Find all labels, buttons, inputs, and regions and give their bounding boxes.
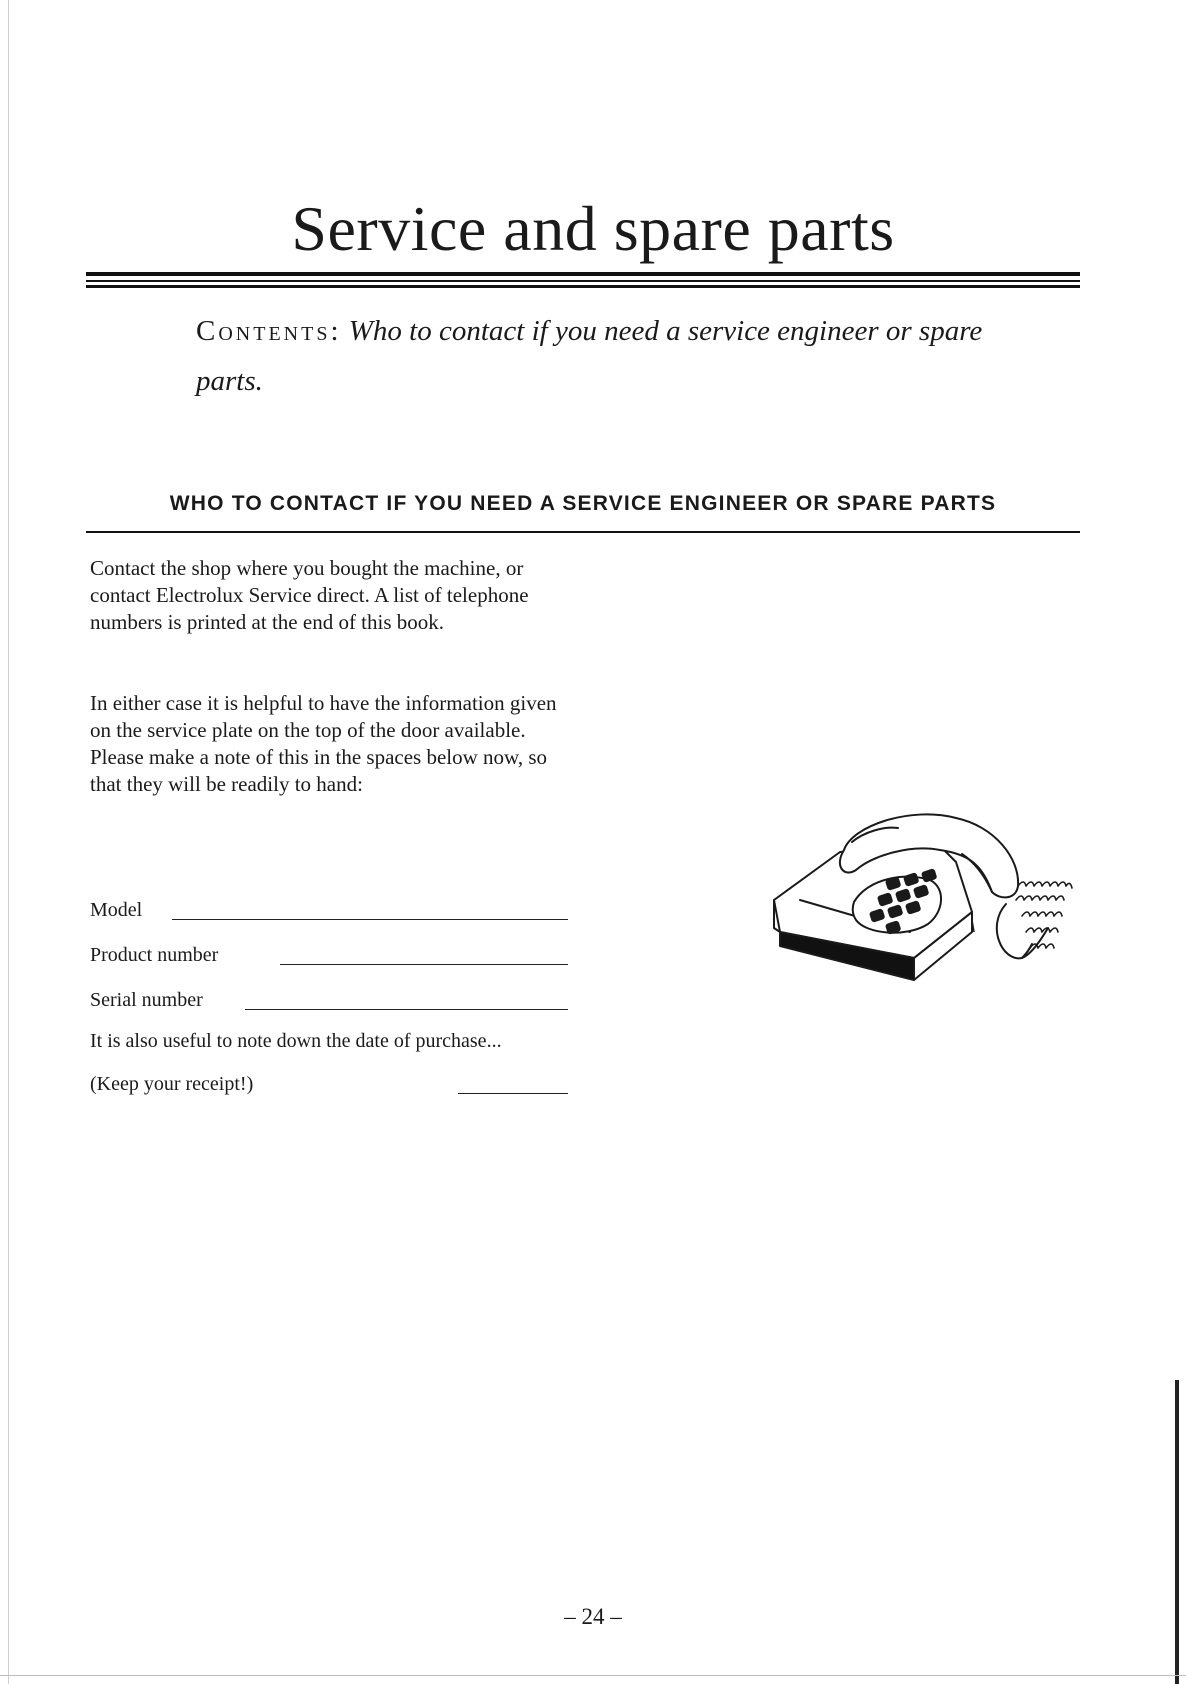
- serial-number-line: [245, 1009, 568, 1010]
- paragraph-contact: Contact the shop where you bought the machine, or contact Electrolux Service direct. A list of telephone numbers is printed at the end of this book.: [90, 556, 529, 634]
- contents-summary: [196, 306, 1026, 406]
- serial-number-label: Serial number: [90, 989, 203, 1011]
- page-number: – 24 –: [564, 1604, 622, 1629]
- receipt-label: (Keep your receipt!): [90, 1073, 254, 1095]
- contents-text: Who to contact if you need a service engineer or spare parts.: [196, 315, 983, 397]
- contents-label: Contents:: [196, 315, 342, 347]
- receipt-line: [458, 1093, 568, 1094]
- product-number-label: Product number: [90, 944, 219, 966]
- telephone-icon: [760, 808, 1080, 988]
- scan-edge-right: [1175, 1380, 1179, 1684]
- section-rule: [86, 531, 1080, 533]
- page-title: Service and spare parts: [291, 193, 895, 264]
- section-heading: WHO TO CONTACT IF YOU NEED A SERVICE ENGINEER OR SPARE PARTS: [169, 492, 997, 515]
- purchase-date-note: It is also useful to note down the date of purchase...: [90, 1030, 502, 1052]
- title-rule-top: [86, 272, 1080, 276]
- paragraph-service-plate: In either case it is helpful to have the information given on the service plate on the top of the door available. Please make a note of this in the spaces below now, so that they will be readily to hand:: [90, 691, 557, 796]
- model-line: [172, 919, 568, 920]
- scan-edge-bottom: [0, 1675, 1186, 1676]
- model-label: Model: [90, 899, 143, 921]
- title-rule-bottom: [86, 285, 1080, 288]
- product-number-line: [280, 964, 568, 965]
- title-rule-middle: [86, 280, 1080, 282]
